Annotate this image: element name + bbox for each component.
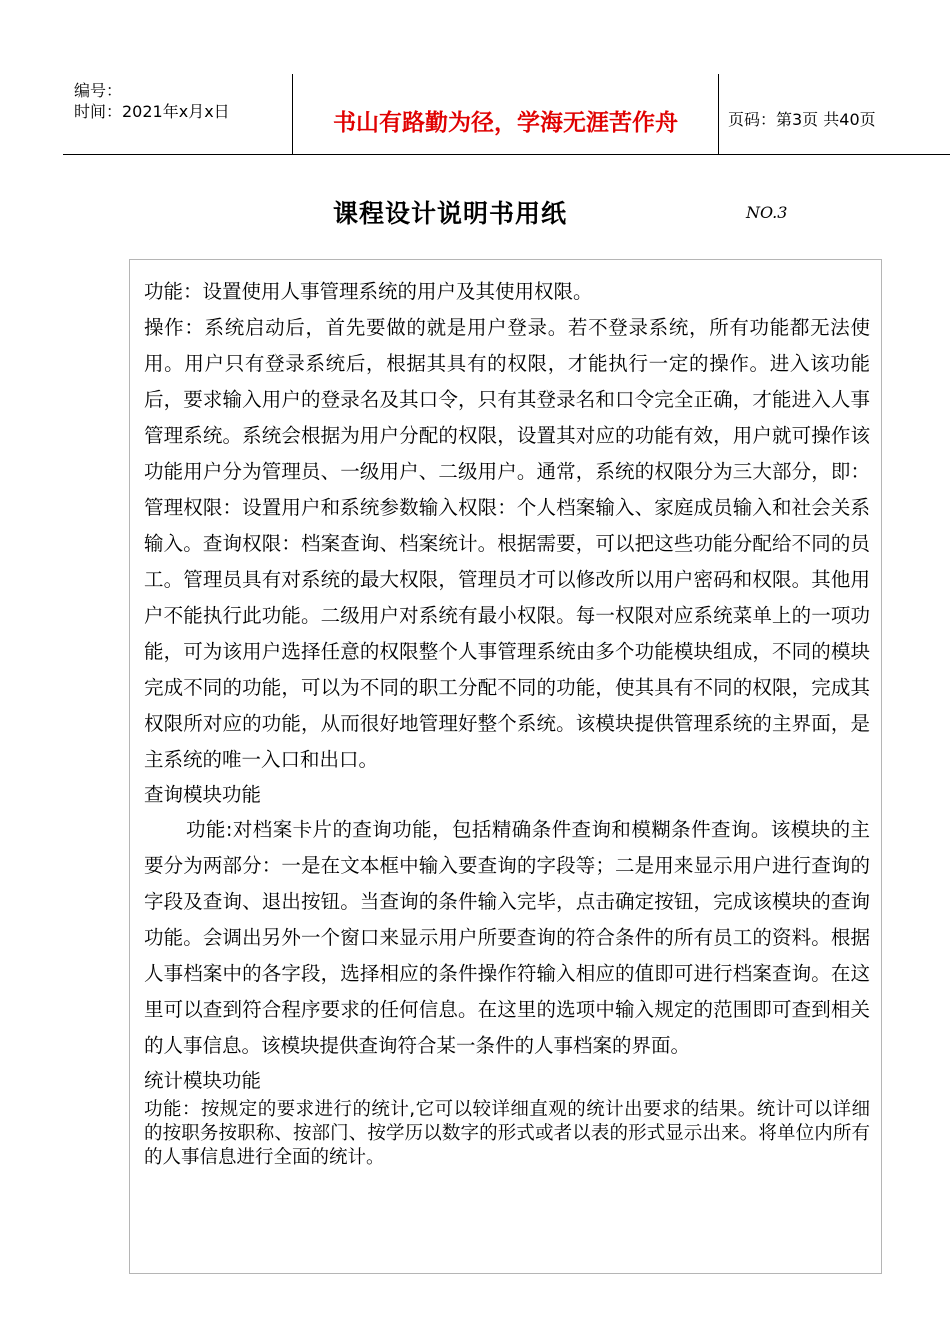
page-header bbox=[63, 74, 950, 156]
header-meta bbox=[74, 80, 230, 122]
paragraph-function: 功能：设置使用人事管理系统的用户及其使用权限。 bbox=[144, 280, 593, 303]
content-box bbox=[129, 259, 882, 1274]
document-title: 课程设计说明书用纸 bbox=[332, 199, 567, 228]
time-label: 时间：2021年x月x日 bbox=[74, 102, 230, 121]
content-body bbox=[144, 274, 870, 1170]
document-number: NO.3 bbox=[746, 203, 788, 222]
section-heading-query: 查询模块功能 bbox=[144, 783, 262, 806]
paragraph-statistics: 功能：按规定的要求进行的统计,它可以较详细直观的统计出要求的结果。统计可以详细的按职务按职称、按部门、按学历以数字的形式或者以表的形式显示出来。将单位内所有的人事信息进行全面的统计。 bbox=[144, 1099, 870, 1168]
motto: 书山有路勤为径，学海无涯苦作舟 bbox=[333, 109, 678, 136]
page-info: 页码：第3页 共40页 bbox=[728, 110, 876, 129]
section-heading-statistics: 统计模块功能 bbox=[144, 1069, 262, 1092]
header-divider bbox=[718, 74, 719, 154]
number-label: 编号： bbox=[74, 81, 123, 100]
header-rule bbox=[63, 154, 950, 155]
paragraph-operation: 操作：系统启动后，首先要做的就是用户登录。若不登录系统，所有功能都无法使用。用户只有登录系统后，根据其具有的权限，才能执行一定的操作。进入该功能后，要求输入用户的登录名及其口令，只有其登录名和口令完全正确，才能进入人事管理系统。系统会根据为用户分配的权限，设置其对应的功能有效，用户就可操作该功能用户分为管理员、一级用户、二级用户。通常，系统的权限分为三大部分，即：管理权限：设置用户和系统参数输入权限：个人档案输入、家庭成员输入和社会关系输入。查询权限：档案查询、档案统计。根据需要，可以把这些功能分配给不同的员工。管理员具有对系统的最大权限，管理员才可以修改所以用户密码和权限。其他用户不能执行此功能。二级用户对系统有最小权限。每一权限对应系统菜单上的一项功能，可为该用户选择任意的权限整个人事管理系统由多个功能模块组成，不同的模块完成不同的功能，可以为不同的职工分配不同的功能，使其具有不同的权限，完成其权限所对应的功能，从而很好地管理好整个系统。该模块提供管理系统的主界面，是主系统的唯一入口和出口。 bbox=[144, 316, 870, 771]
paragraph-query: 功能:对档案卡片的查询功能，包括精确条件查询和模糊条件查询。该模块的主要分为两部分：一是在文本框中输入要查询的字段等；二是用来显示用户进行查询的字段及查询、退出按钮。当查询的条件输入完毕，点击确定按钮，完成该模块的查询功能。会调出另外一个窗口来显示用户所要查询的符合条件的所有员工的资料。根据人事档案中的各字段，选择相应的条件操作符输入相应的值即可进行档案查询。在这里可以查到符合程序要求的任何信息。在这里的选项中输入规定的范围即可查到相关的人事信息。该模块提供查询符合某一条件的人事档案的界面。 bbox=[144, 818, 870, 1057]
